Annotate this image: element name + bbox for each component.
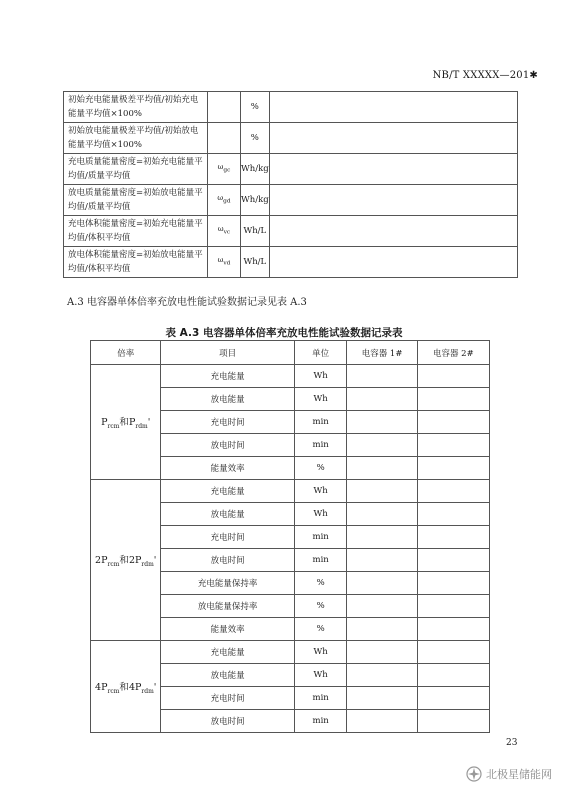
table-a3-title: 表 A.3 电容器单体倍率充放电性能试验数据记录表 — [165, 327, 403, 339]
capacitor-2-cell — [417, 687, 489, 710]
row-description: 放电质量能量密度=初始放电能量平均值/质量平均值 — [64, 185, 208, 216]
capacitor-1-cell — [347, 595, 417, 618]
table-row — [91, 480, 490, 503]
capacitor-1-cell — [347, 572, 417, 595]
rate-cell — [91, 365, 161, 480]
capacitor-2-cell — [417, 365, 489, 388]
row-value — [269, 123, 517, 154]
unit-cell: min — [294, 411, 347, 434]
capacitor-1-cell — [347, 503, 417, 526]
unit-cell: % — [294, 595, 347, 618]
rate-sub-1: rcm — [107, 422, 120, 430]
rate-symbol-1: P — [101, 555, 108, 567]
item-cell: 放电能量 — [161, 503, 294, 526]
capacitor-1-cell — [347, 388, 417, 411]
item-cell: 充电能量 — [161, 365, 294, 388]
rate-prefix-1: 4 — [95, 681, 102, 693]
item-cell: 充电时间 — [161, 411, 294, 434]
header-unit: 单位 — [294, 341, 347, 365]
table-row — [91, 365, 490, 388]
row-description: 初始充电能量极差平均值/初始充电能量平均值×100% — [64, 92, 208, 123]
rate-join: 和 — [119, 555, 129, 567]
item-cell: 放电时间 — [161, 710, 294, 733]
row-unit: Wh/kg — [241, 154, 270, 185]
symbol-text: ω — [217, 256, 224, 265]
unit-cell: min — [294, 710, 347, 733]
row-unit: Wh/L — [241, 216, 270, 247]
rate-sub-1: rcm — [107, 687, 120, 695]
item-cell: 充电时间 — [161, 687, 294, 710]
polaris-logo-icon — [466, 766, 482, 782]
header-capacitor-2: 电容器 2# — [417, 341, 489, 365]
capacitor-2-cell — [417, 411, 489, 434]
rate-tail: ' — [153, 681, 157, 693]
rate-sub-2: rdm — [141, 687, 154, 695]
capacitor-1-cell — [347, 710, 417, 733]
row-symbol — [208, 123, 241, 154]
unit-cell: % — [294, 572, 347, 595]
row-value — [269, 92, 517, 123]
table-row — [64, 123, 518, 154]
item-cell: 能量效率 — [161, 457, 294, 480]
capacitor-2-cell — [417, 710, 489, 733]
watermark-text: 北极星储能网 — [486, 768, 552, 781]
row-description: 充电体积能量密度=初始充电能量平均值/体积平均值 — [64, 216, 208, 247]
section-a3-text: A.3 电容器单体倍率充放电性能试验数据记录见表 A.3 — [67, 297, 307, 308]
energy-density-table — [63, 91, 518, 278]
capacitor-2-cell — [417, 618, 489, 641]
table-row — [64, 216, 518, 247]
capacitor-1-cell — [347, 365, 417, 388]
item-cell: 充电能量保持率 — [161, 572, 294, 595]
capacitor-2-cell — [417, 457, 489, 480]
rate-prefix-2: 2 — [128, 555, 135, 567]
capacitor-1-cell — [347, 618, 417, 641]
rate-prefix-2: 4 — [128, 681, 135, 693]
symbol-text: ω — [217, 163, 224, 172]
page-number: 23 — [506, 738, 518, 748]
item-cell: 放电能量 — [161, 664, 294, 687]
unit-cell: min — [294, 687, 347, 710]
row-value — [269, 216, 517, 247]
symbol-subscript: vc — [223, 229, 231, 236]
table-row — [64, 154, 518, 185]
capacitor-1-cell — [347, 641, 417, 664]
capacitor-1-cell — [347, 549, 417, 572]
row-unit: Wh/kg — [241, 185, 270, 216]
rate-sub-2: rdm — [135, 422, 148, 430]
unit-cell: Wh — [294, 480, 347, 503]
rate-prefix-1: 2 — [95, 555, 102, 567]
capacitor-2-cell — [417, 641, 489, 664]
rate-sub-2: rdm — [141, 560, 154, 568]
unit-cell: % — [294, 618, 347, 641]
rate-cell — [91, 641, 161, 733]
capacitor-2-cell — [417, 549, 489, 572]
header-capacitor-1: 电容器 1# — [347, 341, 417, 365]
rate-join: 和 — [119, 417, 129, 429]
rate-tail: ' — [147, 417, 151, 429]
rate-symbol-1: P — [101, 417, 108, 429]
unit-cell: min — [294, 434, 347, 457]
capacitor-1-cell — [347, 664, 417, 687]
capacitor-1-cell — [347, 687, 417, 710]
capacitor-2-cell — [417, 595, 489, 618]
capacitor-2-cell — [417, 572, 489, 595]
capacitor-2-cell — [417, 434, 489, 457]
symbol-text: ω — [217, 194, 224, 203]
row-unit: % — [241, 92, 270, 123]
row-value — [269, 247, 517, 278]
symbol-subscript: vd — [223, 260, 231, 267]
unit-cell: Wh — [294, 365, 347, 388]
item-cell: 放电时间 — [161, 434, 294, 457]
row-symbol — [208, 185, 241, 216]
capacitor-1-cell — [347, 411, 417, 434]
symbol-text: ω — [217, 225, 224, 234]
row-description: 充电质量能量密度=初始充电能量平均值/质量平均值 — [64, 154, 208, 185]
item-cell: 充电能量 — [161, 641, 294, 664]
row-value — [269, 185, 517, 216]
rate-symbol-2: P — [134, 681, 142, 693]
unit-cell: Wh — [294, 388, 347, 411]
rate-symbol-2: P — [134, 555, 142, 567]
row-value — [269, 154, 517, 185]
row-unit: Wh/L — [241, 247, 270, 278]
capacitor-2-cell — [417, 503, 489, 526]
capacitor-2-cell — [417, 480, 489, 503]
unit-cell: % — [294, 457, 347, 480]
item-cell: 能量效率 — [161, 618, 294, 641]
row-description: 初始放电能量极差平均值/初始放电能量平均值×100% — [64, 123, 208, 154]
item-cell: 放电能量 — [161, 388, 294, 411]
row-symbol — [208, 216, 241, 247]
row-symbol — [208, 247, 241, 278]
table-row — [91, 641, 490, 664]
row-unit: % — [241, 123, 270, 154]
unit-cell: Wh — [294, 641, 347, 664]
row-symbol — [208, 92, 241, 123]
header-item: 项目 — [161, 341, 294, 365]
rate-symbol-2: P — [128, 417, 136, 429]
unit-cell: min — [294, 526, 347, 549]
item-cell: 放电时间 — [161, 549, 294, 572]
capacitor-1-cell — [347, 526, 417, 549]
capacitor-1-cell — [347, 457, 417, 480]
row-symbol — [208, 154, 241, 185]
unit-cell: Wh — [294, 664, 347, 687]
rate-sub-1: rcm — [107, 560, 120, 568]
header-rate: 倍率 — [91, 341, 161, 365]
rate-tail: ' — [153, 555, 157, 567]
table-row — [64, 92, 518, 123]
capacitor-1-cell — [347, 480, 417, 503]
row-description: 放电体积能量密度=初始放电能量平均值/体积平均值 — [64, 247, 208, 278]
capacitor-2-cell — [417, 664, 489, 687]
watermark — [466, 766, 552, 782]
document-code: NB/T XXXXX—201✱ — [432, 70, 538, 81]
unit-cell: Wh — [294, 503, 347, 526]
symbol-subscript: gd — [223, 198, 231, 205]
item-cell: 充电时间 — [161, 526, 294, 549]
table-header-row — [91, 341, 490, 365]
item-cell: 放电能量保持率 — [161, 595, 294, 618]
capacitor-1-cell — [347, 434, 417, 457]
capacitor-2-cell — [417, 388, 489, 411]
rate-join: 和 — [119, 681, 129, 693]
table-row — [64, 247, 518, 278]
rate-cell — [91, 480, 161, 641]
item-cell: 充电能量 — [161, 480, 294, 503]
rate-symbol-1: P — [101, 681, 108, 693]
symbol-subscript: gc — [223, 167, 231, 174]
unit-cell: min — [294, 549, 347, 572]
table-row — [64, 185, 518, 216]
capacitor-2-cell — [417, 526, 489, 549]
rate-charge-discharge-table — [90, 340, 490, 733]
